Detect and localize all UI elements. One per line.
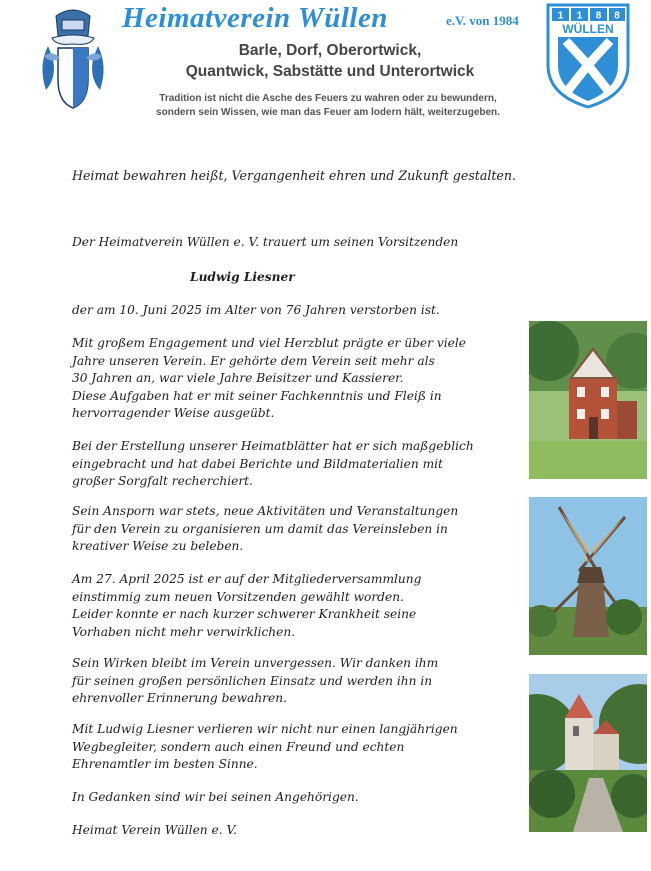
text-line: Heimat Verein Wüllen e. V.	[72, 823, 238, 837]
paragraph	[72, 503, 458, 556]
motto-line: Tradition ist nicht die Asche des Feuers zu wahren oder zu bewundern,	[159, 93, 497, 104]
photo-half-timbered-house	[529, 321, 647, 479]
text-line: In Gedanken sind wir bei seinen Angehörigen.	[72, 790, 359, 804]
slogan: Heimat bewahren heißt, Vergangenheit ehren und Zukunft gestalten.	[72, 168, 517, 183]
death-line: der am 10. Juni 2025 im Alter von 76 Jahren verstorben ist.	[72, 303, 440, 317]
text-line: Mit großem Engagement und viel Herzblut prägte er über viele	[72, 336, 466, 350]
badge-digit: 8	[614, 10, 620, 22]
text-line: Diese Aufgaben hat er mit seiner Fachkenntnis und Fleiß in	[72, 388, 442, 403]
badge-digit: 8	[595, 10, 602, 22]
intro-line: Der Heimatverein Wüllen e. V. trauert um seinen Vorsitzenden	[72, 235, 459, 249]
villages-line: Quantwick, Sabstätte und Unterortwick	[185, 63, 475, 80]
text-line: Wegbegleiter, sondern auch einen Freund und echten	[72, 739, 405, 754]
text-line: Bei der Erstellung unserer Heimatblätter hat er sich maßgeblich	[72, 439, 474, 453]
text-line: Am 27. April 2025 ist er auf der Mitgliederversammlung	[72, 572, 422, 586]
photo-windmill	[529, 497, 647, 655]
paragraph	[72, 655, 438, 708]
text-line: Vorhaben nicht mehr verwirklichen.	[72, 624, 296, 639]
motto-line: sondern sein Wissen, wie man das Feuer am lodern hält, weiterzugeben.	[156, 107, 500, 118]
villages-line: Barle, Dorf, Oberortwick,	[238, 42, 422, 59]
wuellen-badge-logo	[546, 3, 630, 109]
motto	[122, 92, 534, 120]
association-title: Heimatverein Wüllen	[122, 2, 388, 34]
paragraph	[72, 438, 474, 491]
photo-church	[529, 674, 647, 832]
text-line: kreativer Weise zu beleben.	[72, 539, 244, 553]
text-line: 30 Jahren an, war viele Jahre Beisitzer und Kassierer.	[72, 371, 404, 385]
villages-list	[150, 40, 510, 82]
text-line: Ehrenamtler im besten Sinne.	[72, 757, 258, 771]
badge-label: WÜLLEN	[562, 22, 614, 36]
badge-digit: 1	[576, 10, 583, 22]
paragraph	[72, 721, 458, 774]
text-line: Mit Ludwig Liesner verlieren wir nicht nur einen langjährigen	[72, 722, 458, 736]
text-line: hervorragender Weise ausgeübt.	[72, 406, 275, 420]
text-line: Jahre unseren Verein. Er gehörte dem Verein seit mehr als	[72, 353, 435, 368]
signature	[72, 822, 237, 840]
paragraph	[72, 335, 466, 423]
paragraph	[72, 571, 421, 641]
text-line: Sein Wirken bleibt im Verein unvergessen. Wir danken ihm	[72, 656, 439, 670]
deceased-name: Ludwig Liesner	[190, 270, 295, 284]
text-line: ehrenvoller Erinnerung bewahren.	[72, 691, 287, 705]
text-line: für den Verein zu organisieren um damit das Vereinsleben in	[72, 521, 448, 536]
text-line: Sein Ansporn war stets, neue Aktivitäten und Veranstaltungen	[72, 504, 459, 518]
badge-digit: 1	[557, 10, 564, 22]
text-line: einstimmig zum neuen Vorsitzenden gewählt worden.	[72, 589, 404, 604]
text-line: großer Sorgfalt recherchiert.	[72, 474, 253, 488]
founding-year: e.V. von 1984	[446, 13, 519, 28]
text-line: für seinen großen persönlichen Einsatz und werden ihn in	[72, 673, 433, 688]
paragraph	[72, 789, 359, 807]
coat-of-arms-logo	[38, 6, 108, 110]
text-line: Leider konnte er nach kurzer schwerer Krankheit seine	[72, 607, 417, 621]
text-line: eingebracht und hat dabei Berichte und Bildmaterialien mit	[72, 456, 443, 471]
